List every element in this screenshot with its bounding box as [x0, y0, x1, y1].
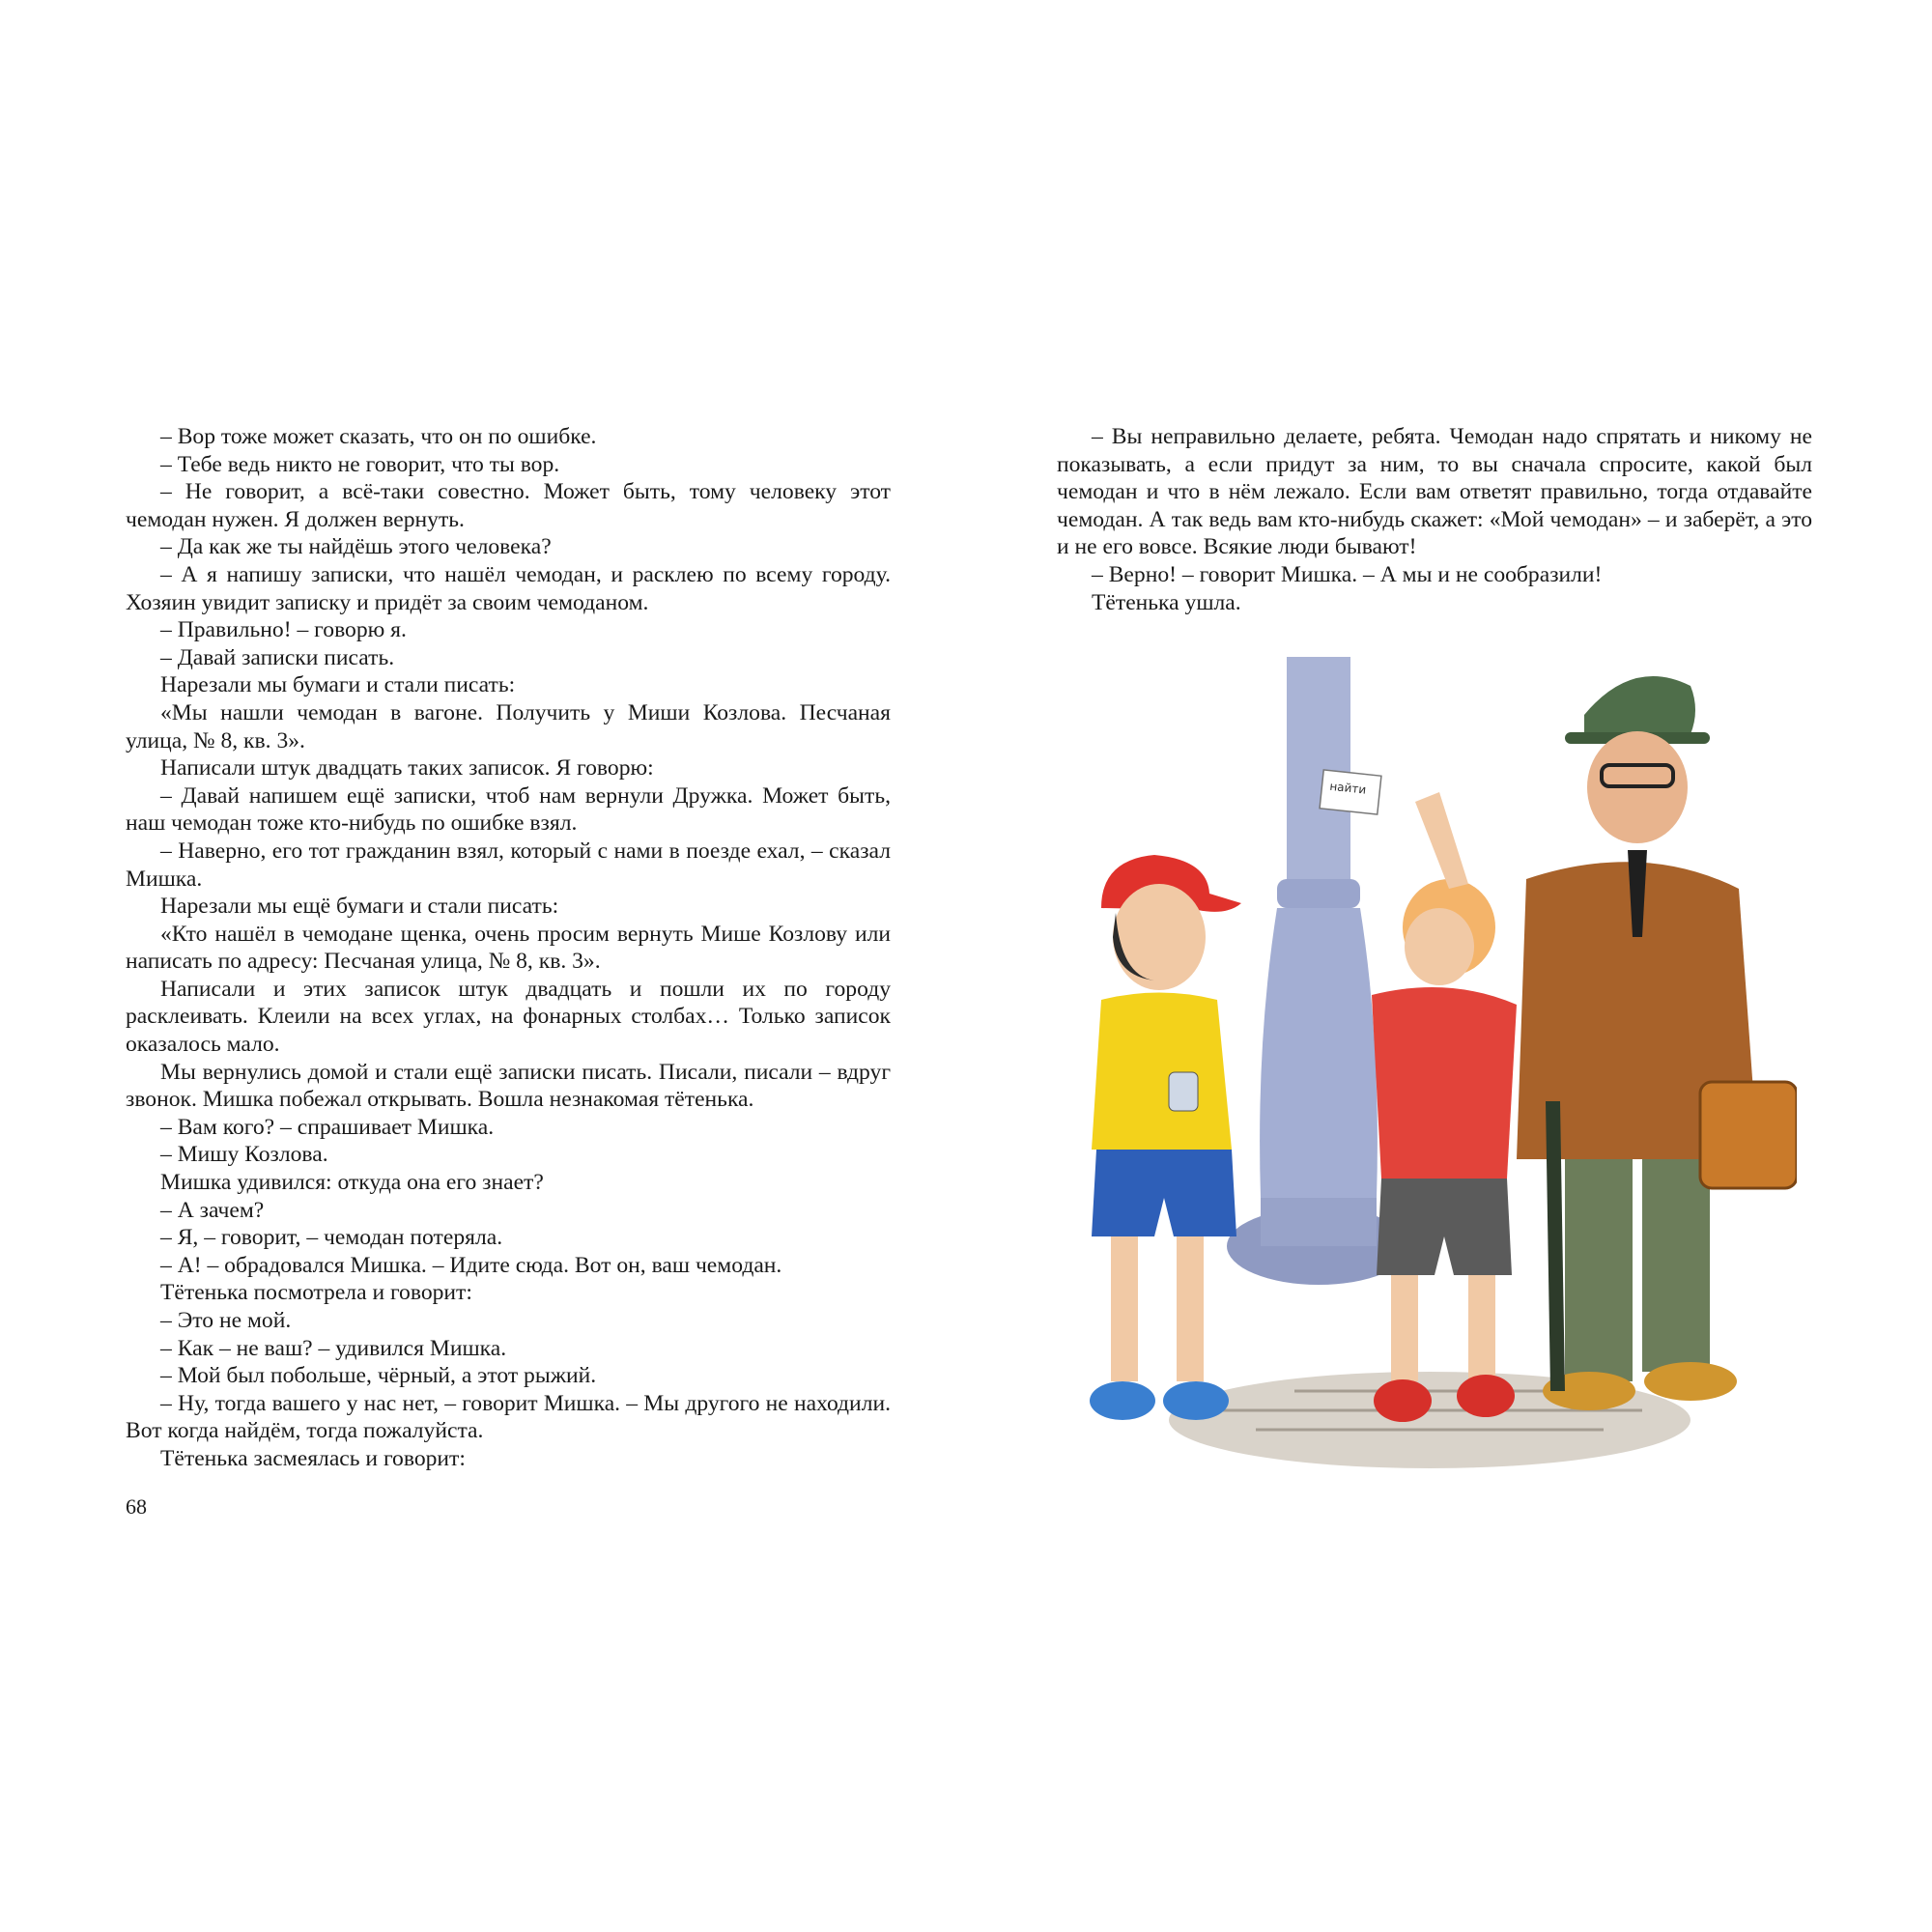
paragraph: – Как – не ваш? – удивился Мишка.	[160, 1335, 507, 1361]
paragraph: Тётенька засмеялась и говорит:	[160, 1445, 466, 1471]
paragraph: – А я напишу записки, что нашёл чемодан, и расклею по всему городу. Хозяин увидит записку и придёт за своим чемоданом.	[126, 561, 891, 615]
ink-bottle	[1169, 1072, 1198, 1111]
paragraph: Мишка удивился: откуда она его знает?	[160, 1170, 544, 1196]
story-illustration	[1063, 657, 1797, 1468]
blond-boy	[1372, 792, 1517, 1422]
left-text-column	[126, 423, 891, 1473]
paragraph: – Правильно! – говорю я.	[160, 617, 407, 643]
boy1-right-leg	[1177, 1236, 1204, 1381]
boy1-right-shoe	[1163, 1381, 1229, 1420]
man-right-leg	[1642, 1159, 1710, 1372]
paragraph: Нарезали мы бумаги и стали писать:	[160, 672, 516, 698]
paragraph: – Мишу Козлова.	[160, 1142, 328, 1168]
red-shirt	[1372, 987, 1517, 1179]
paragraph: – Я, – говорит, – чемодан потеряла.	[160, 1225, 503, 1251]
paragraph: – Это не мой.	[160, 1308, 292, 1333]
paragraph: – Наверно, его тот гражданин взял, который с нами в поезде ехал, – сказал Мишка.	[126, 838, 891, 892]
pole-base	[1260, 908, 1378, 1198]
man-with-hat	[1517, 676, 1797, 1410]
paragraph: – А! – обрадовался Мишка. – Идите сюда. Вот он, ваш чемодан.	[160, 1252, 782, 1278]
boy2-right-leg	[1468, 1275, 1495, 1381]
pole-ring	[1277, 879, 1360, 908]
paragraph: – Вор тоже может сказать, что он по ошибке.	[160, 424, 597, 449]
right-text-column	[1057, 423, 1812, 616]
paragraph: – Ну, тогда вашего у нас нет, – говорит Мишка. – Мы другого не находили. Вот когда найдём, тогда пожалуйста.	[126, 1390, 891, 1444]
paragraph: – Вы неправильно делаете, ребята. Чемодан надо спрятать и никому не показывать, а если придут за ним, то вы сначала спросите, какой был чемодан и что в нём лежало. Если вам ответят правильно, тогда отдавайте чемодан. А так ведь вам кто-нибудь скажет: «Мой чемодан» – и заберёт, а это и не его вовсе. Всякие люди бывают!	[1057, 424, 1812, 560]
paragraph: – Давай напишем ещё записки, чтоб нам вернули Дружка. Может быть, наш чемодан тоже кто-нибудь по ошибке взял.	[126, 782, 891, 837]
paragraph: – Тебе ведь никто не говорит, что ты вор.	[160, 451, 560, 477]
boy2-left-shoe	[1374, 1379, 1432, 1422]
paragraph: – А зачем?	[160, 1197, 265, 1223]
note-text: найти	[1328, 779, 1367, 797]
pole-plinth	[1261, 1198, 1377, 1246]
boy1-left-leg	[1111, 1236, 1138, 1381]
page-number: 68	[126, 1494, 147, 1519]
leather-bag	[1700, 1082, 1797, 1188]
illustration-svg	[1063, 657, 1797, 1468]
paragraph: Тётенька посмотрела и говорит:	[160, 1280, 472, 1306]
blue-shorts	[1092, 1150, 1236, 1236]
paragraph: Мы вернулись домой и стали ещё записки писать. Писали, писали – вдруг звонок. Мишка побежал открывать. Вошла незнакомая тётенька.	[126, 1059, 891, 1113]
paragraph: – Давай записки писать.	[160, 644, 395, 670]
paragraph: – Вам кого? – спрашивает Мишка.	[160, 1114, 495, 1140]
boy2-face	[1405, 908, 1474, 985]
paragraph: «Мы нашли чемодан в вагоне. Получить у Миши Козлова. Песчаная улица, № 8, кв. 3».	[126, 699, 891, 753]
paragraph: – Верно! – говорит Мишка. – А мы и не сообразили!	[1092, 561, 1603, 587]
yellow-shirt	[1092, 993, 1232, 1151]
paragraph: – Мой был побольше, чёрный, а этот рыжий.	[160, 1363, 597, 1389]
man-left-leg	[1565, 1159, 1633, 1381]
paragraph: Написали и этих записок штук двадцать и пошли их по городу расклеивать. Клеили на всех углах, на фонарных столбах… Только записок оказалось мало.	[126, 976, 891, 1058]
boy2-left-leg	[1391, 1275, 1418, 1381]
boy1-left-shoe	[1090, 1381, 1155, 1420]
boy-with-cap	[1090, 855, 1241, 1420]
gray-shorts	[1377, 1179, 1512, 1275]
boy2-right-shoe	[1457, 1375, 1515, 1417]
paragraph: Тётенька ушла.	[1092, 589, 1241, 615]
man-right-shoe	[1644, 1362, 1737, 1401]
paragraph: Написали штук двадцать таких записок. Я говорю:	[160, 755, 654, 781]
boy2-raised-arm	[1415, 792, 1468, 889]
paragraph: «Кто нашёл в чемодане щенка, очень просим вернуть Мише Козлову или написать по адресу: Песчаная улица, № 8, кв. 3».	[126, 921, 891, 975]
paragraph: – Да как же ты найдёшь этого человека?	[160, 534, 552, 560]
paragraph: Нарезали мы ещё бумаги и стали писать:	[160, 894, 559, 920]
note-on-pole	[1320, 770, 1381, 814]
boy1-head	[1113, 884, 1206, 990]
paragraph: – Не говорит, а всё-таки совестно. Может быть, тому человеку этот чемодан нужен. Я должен вернуть.	[126, 479, 891, 532]
green-hat	[1584, 676, 1695, 734]
